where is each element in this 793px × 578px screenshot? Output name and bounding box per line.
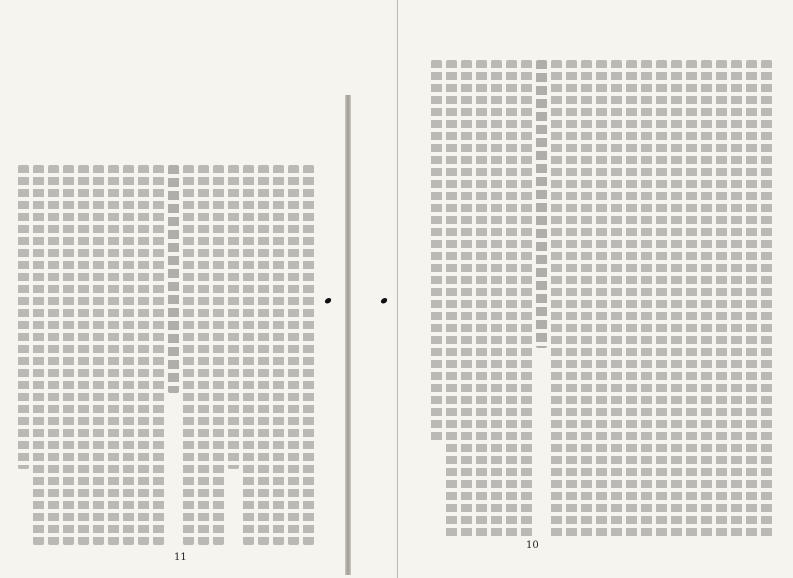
text-column <box>566 60 577 540</box>
text-column <box>431 60 442 444</box>
text-column <box>641 60 652 540</box>
text-column <box>581 60 592 540</box>
page-number: 10 <box>526 540 539 551</box>
text-column <box>656 60 667 540</box>
left-text-block <box>14 165 314 545</box>
section-heading-column <box>168 165 179 393</box>
text-column <box>183 165 194 545</box>
text-column <box>476 60 487 540</box>
left-page <box>0 0 395 578</box>
text-column <box>153 165 164 545</box>
text-column <box>461 60 472 540</box>
text-column <box>446 60 457 540</box>
book-gutter <box>345 95 351 575</box>
text-column <box>521 60 532 540</box>
margin-mark: 𝅘 <box>380 280 389 310</box>
margin-mark: 𝅘 <box>324 280 333 310</box>
text-column <box>288 165 299 545</box>
right-page <box>380 0 793 578</box>
text-column <box>138 165 149 545</box>
text-column <box>213 165 224 545</box>
text-column <box>761 60 772 540</box>
section-heading-column <box>536 60 547 348</box>
text-column <box>108 165 119 545</box>
text-column <box>671 60 682 540</box>
text-column <box>596 60 607 540</box>
text-column <box>78 165 89 545</box>
right-text-block <box>412 60 772 540</box>
text-column <box>611 60 622 540</box>
text-column <box>228 165 239 469</box>
text-column <box>716 60 727 540</box>
text-column <box>303 165 314 545</box>
text-column <box>48 165 59 545</box>
text-column <box>746 60 757 540</box>
text-column <box>626 60 637 540</box>
text-column <box>273 165 284 545</box>
text-column <box>123 165 134 545</box>
text-column <box>506 60 517 540</box>
text-column <box>198 165 209 545</box>
text-column <box>33 165 44 545</box>
text-column <box>93 165 104 545</box>
page-number: 11 <box>174 552 187 563</box>
text-column <box>701 60 712 540</box>
text-column <box>491 60 502 540</box>
text-column <box>63 165 74 545</box>
text-column <box>243 165 254 545</box>
text-column <box>551 60 562 540</box>
text-column <box>18 165 29 469</box>
text-column <box>731 60 742 540</box>
text-column <box>686 60 697 540</box>
text-column <box>258 165 269 545</box>
